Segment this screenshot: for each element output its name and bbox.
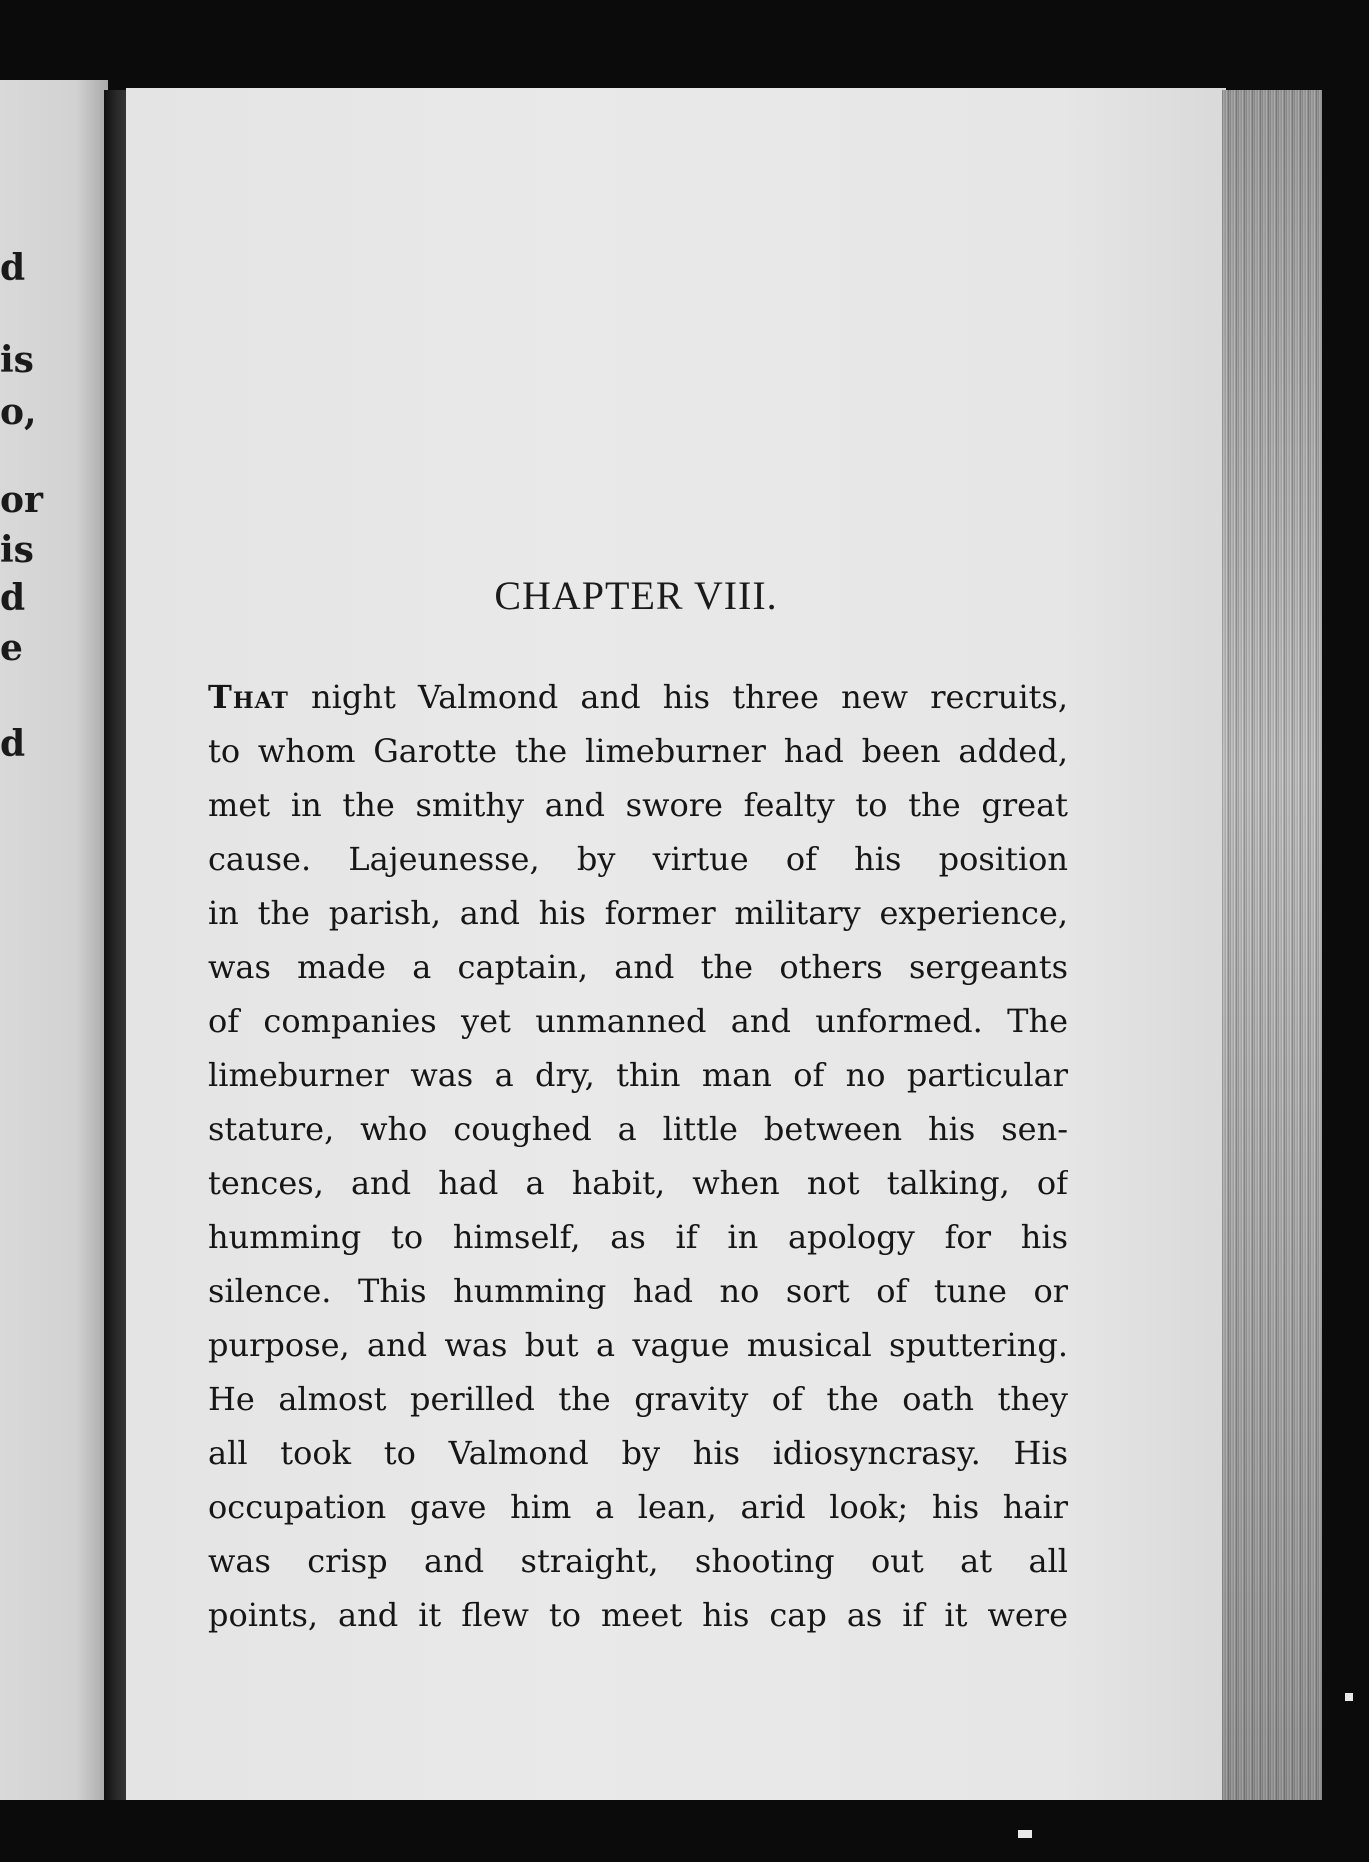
facing-page-fragment: d xyxy=(0,247,26,289)
chapter-body-text xyxy=(208,670,1068,1642)
text-line: occupation gave him a lean, arid look; his hair xyxy=(208,1488,1068,1526)
facing-page-fragment: or xyxy=(0,479,43,521)
text-line: silence. This humming had no sort of tune or xyxy=(208,1272,1068,1310)
text-line: limeburner was a dry, thin man of no particular xyxy=(208,1056,1068,1094)
text-line: humming to himself, as if in apology for his xyxy=(208,1218,1068,1256)
facing-page-fragment: d xyxy=(0,577,26,619)
text-line: tences, and had a habit, when not talking, of xyxy=(208,1164,1068,1202)
text-line: of companies yet unmanned and unformed. The xyxy=(208,1002,1068,1040)
facing-page-fragment: e xyxy=(0,627,23,669)
text-line: cause. Lajeunesse, by virtue of his position xyxy=(208,840,1068,878)
text-line: all took to Valmond by his idiosyncrasy. His xyxy=(208,1434,1068,1472)
text-line: met in the smithy and swore fealty to the great xyxy=(208,786,1068,824)
facing-page-fragment: d xyxy=(0,723,26,765)
facing-page-fragment: is xyxy=(0,339,34,381)
scan-artifact xyxy=(1018,1830,1032,1838)
text-line: in the parish, and his former military experience, xyxy=(208,894,1068,932)
chapter-heading: CHAPTER VIII. xyxy=(494,573,778,618)
lead-word: That xyxy=(208,678,289,716)
text-line: purpose, and was but a vague musical sputtering. xyxy=(208,1326,1068,1364)
text-line-content: night Valmond and his three new recruits, xyxy=(288,678,1068,716)
text-line: stature, who coughed a little between his sen- xyxy=(208,1110,1068,1148)
text-line: was crisp and straight, shooting out at all xyxy=(208,1542,1068,1580)
facing-page-fragment: o, xyxy=(0,391,37,433)
text-line: points, and it flew to meet his cap as if it were xyxy=(208,1596,1068,1634)
text-line: was made a captain, and the others sergeants xyxy=(208,948,1068,986)
text-line xyxy=(208,670,1068,724)
facing-page-fragment: is xyxy=(0,529,34,571)
text-line: He almost perilled the gravity of the oath they xyxy=(208,1380,1068,1418)
scan-artifact xyxy=(1345,1693,1353,1701)
facing-page-edge xyxy=(0,80,108,1800)
text-line: to whom Garotte the limeburner had been added, xyxy=(208,732,1068,770)
page-edge-shading xyxy=(1222,90,1322,1800)
